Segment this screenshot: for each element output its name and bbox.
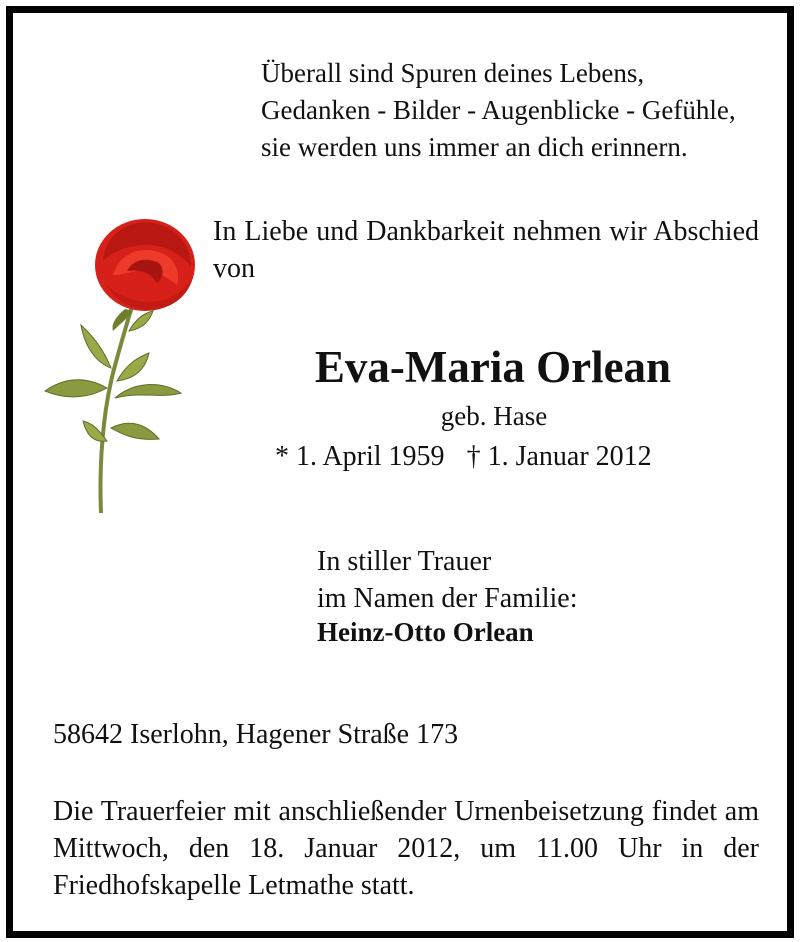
maiden-name: geb. Hase bbox=[440, 401, 548, 431]
poem bbox=[261, 55, 736, 166]
mourning-line-2: im Namen der Familie: bbox=[317, 583, 578, 614]
funeral-notice: Die Trauerfeier mit anschließender Urnenbeisetzung findet am Mittwoch, den 18. Januar 2012, um 11.00 Uhr in der Friedhofskapelle Letmathe statt. bbox=[53, 796, 759, 901]
signer-name: Heinz-Otto Orlean bbox=[317, 617, 534, 647]
birth-date: * 1. April 1959 bbox=[275, 441, 445, 472]
address: 58642 Iserlohn, Hagener Straße 173 bbox=[53, 719, 459, 750]
intro-text: In Liebe und Dankbarkeit nehmen wir Abschied von bbox=[213, 216, 759, 284]
life-dates bbox=[275, 441, 652, 473]
death-date: † 1. Januar 2012 bbox=[466, 441, 652, 472]
mourning-line-1: In stiller Trauer bbox=[317, 546, 492, 577]
deceased-name: Eva-Maria Orlean bbox=[314, 342, 672, 392]
poem-line-3: sie werden uns immer an dich erinnern. bbox=[261, 132, 688, 162]
poem-line-2: Gedanken - Bilder - Augenblicke - Gefühle, bbox=[261, 95, 736, 125]
mourning-block bbox=[317, 543, 578, 617]
poem-line-1: Überall sind Spuren deines Lebens, bbox=[261, 58, 645, 88]
obituary-card bbox=[6, 6, 794, 938]
